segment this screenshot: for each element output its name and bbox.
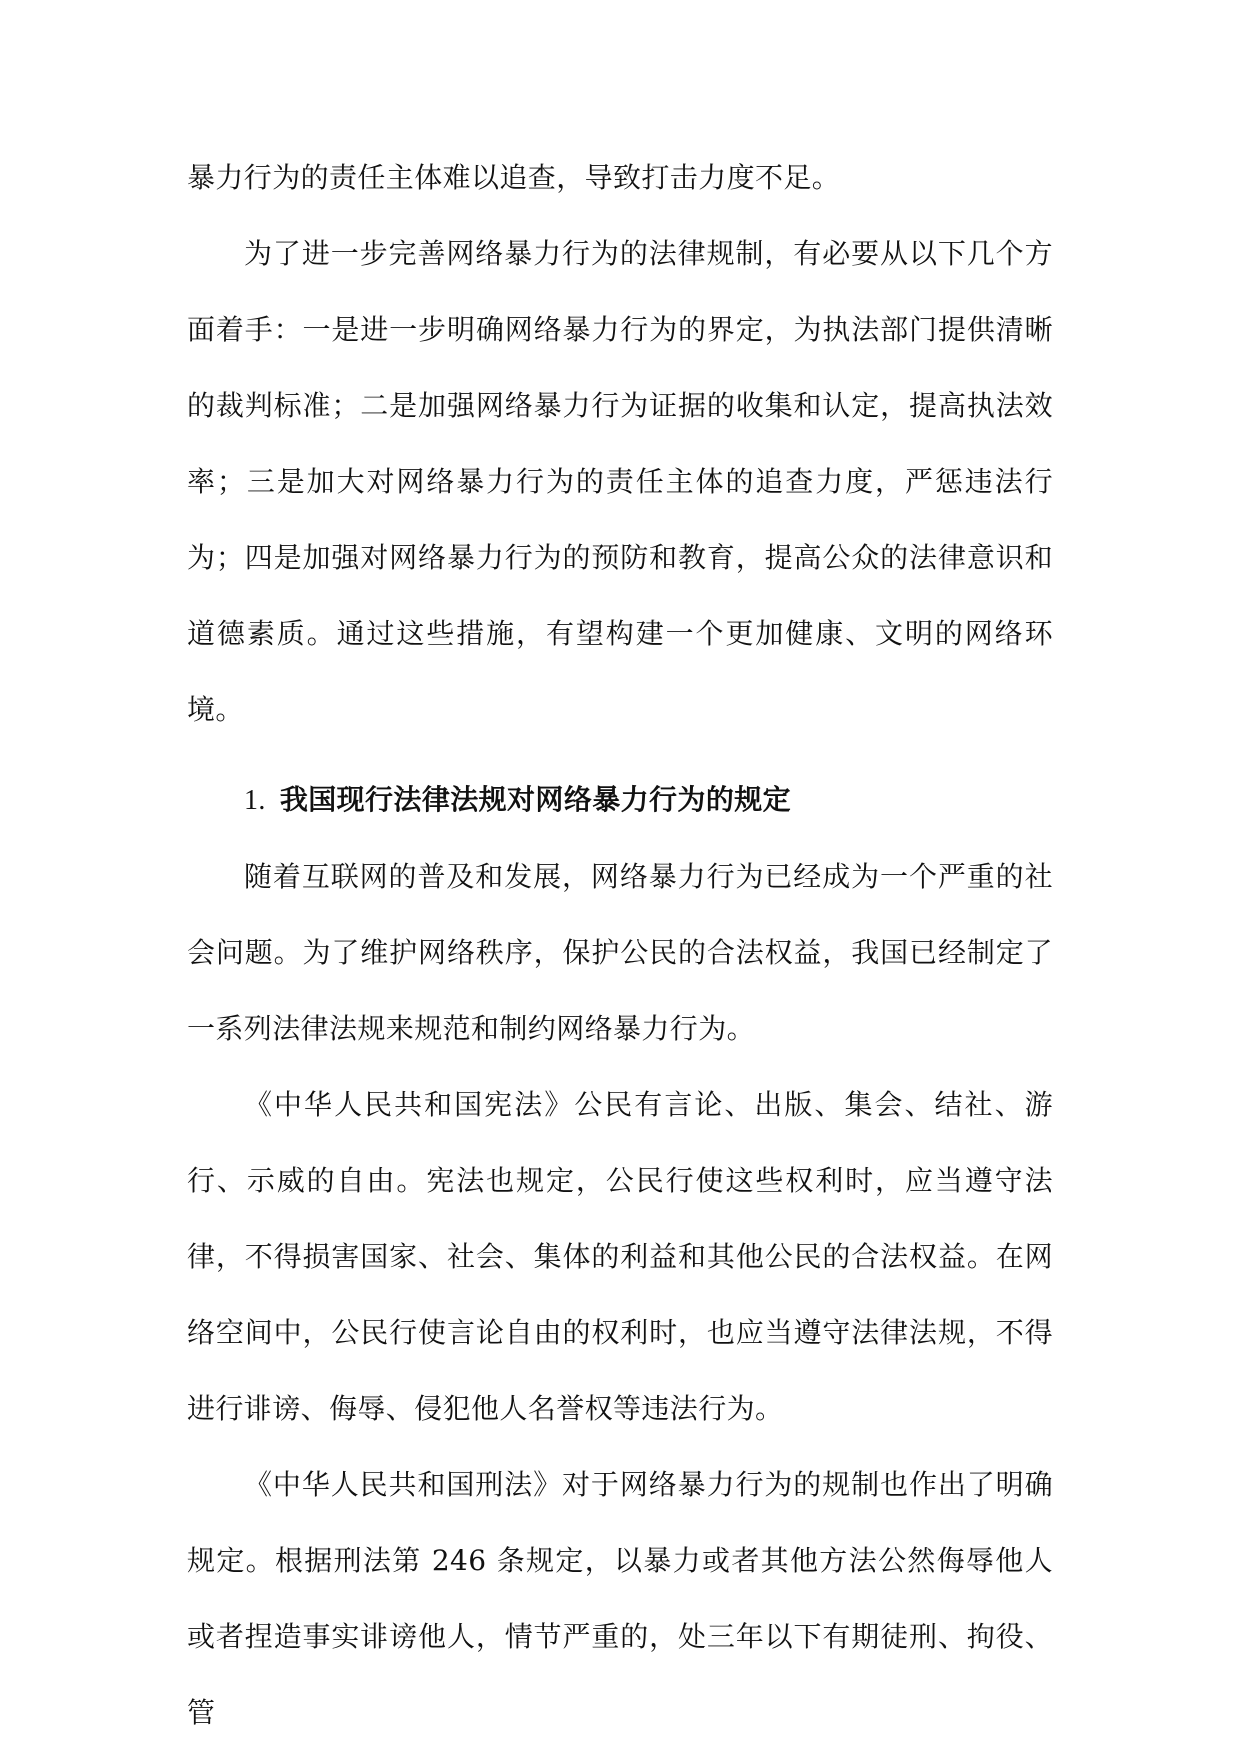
paragraph-measures: 为了进一步完善网络暴力行为的法律规制，有必要从以下几个方面着手：一是进一步明确网络暴力行为的界定，为执法部门提供清晰的裁判标准；二是加强网络暴力行为证据的收集和认定，提高执法效率；三是加大对网络暴力行为的责任主体的追查力度，严惩违法行为；四是加强对网络暴力行为的预防和教育，提高公众的法律意识和道德素质。通过这些措施，有望构建一个更加健康、文明的网络环境。: [187, 237, 1053, 726]
paragraph-criminal-law: 《中华人民共和国刑法》对于网络暴力行为的规制也作出了明确规定。根据刑法第 246 条规定，以暴力或者其他方法公然侮辱他人或者捏造事实诽谤他人，情节严重的，处三年以下有期徒刑、拘役、管: [187, 1468, 1053, 1729]
paragraph-constitution: 《中华人民共和国宪法》公民有言论、出版、集会、结社、游行、示威的自由。宪法也规定，公民行使这些权利时，应当遵守法律，不得损害国家、社会、集体的利益和其他公民的合法权益。在网络空间中，公民行使言论自由的权利时，也应当遵守法律法规，不得进行诽谤、侮辱、侵犯他人名誉权等违法行为。: [187, 1088, 1053, 1425]
paragraph-continuation: 暴力行为的责任主体难以追查，导致打击力度不足。: [187, 161, 841, 194]
section-number: 1.: [244, 785, 266, 816]
paragraph-intro: 随着互联网的普及和发展，网络暴力行为已经成为一个严重的社会问题。为了维护网络秩序，保护公民的合法权益，我国已经制定了一系列法律法规来规范和制约网络暴力行为。: [187, 860, 1053, 1045]
section-heading: [187, 762, 1053, 839]
document-page: [187, 140, 1053, 1751]
section-title: 我国现行法律法规对网络暴力行为的规定: [279, 783, 792, 816]
